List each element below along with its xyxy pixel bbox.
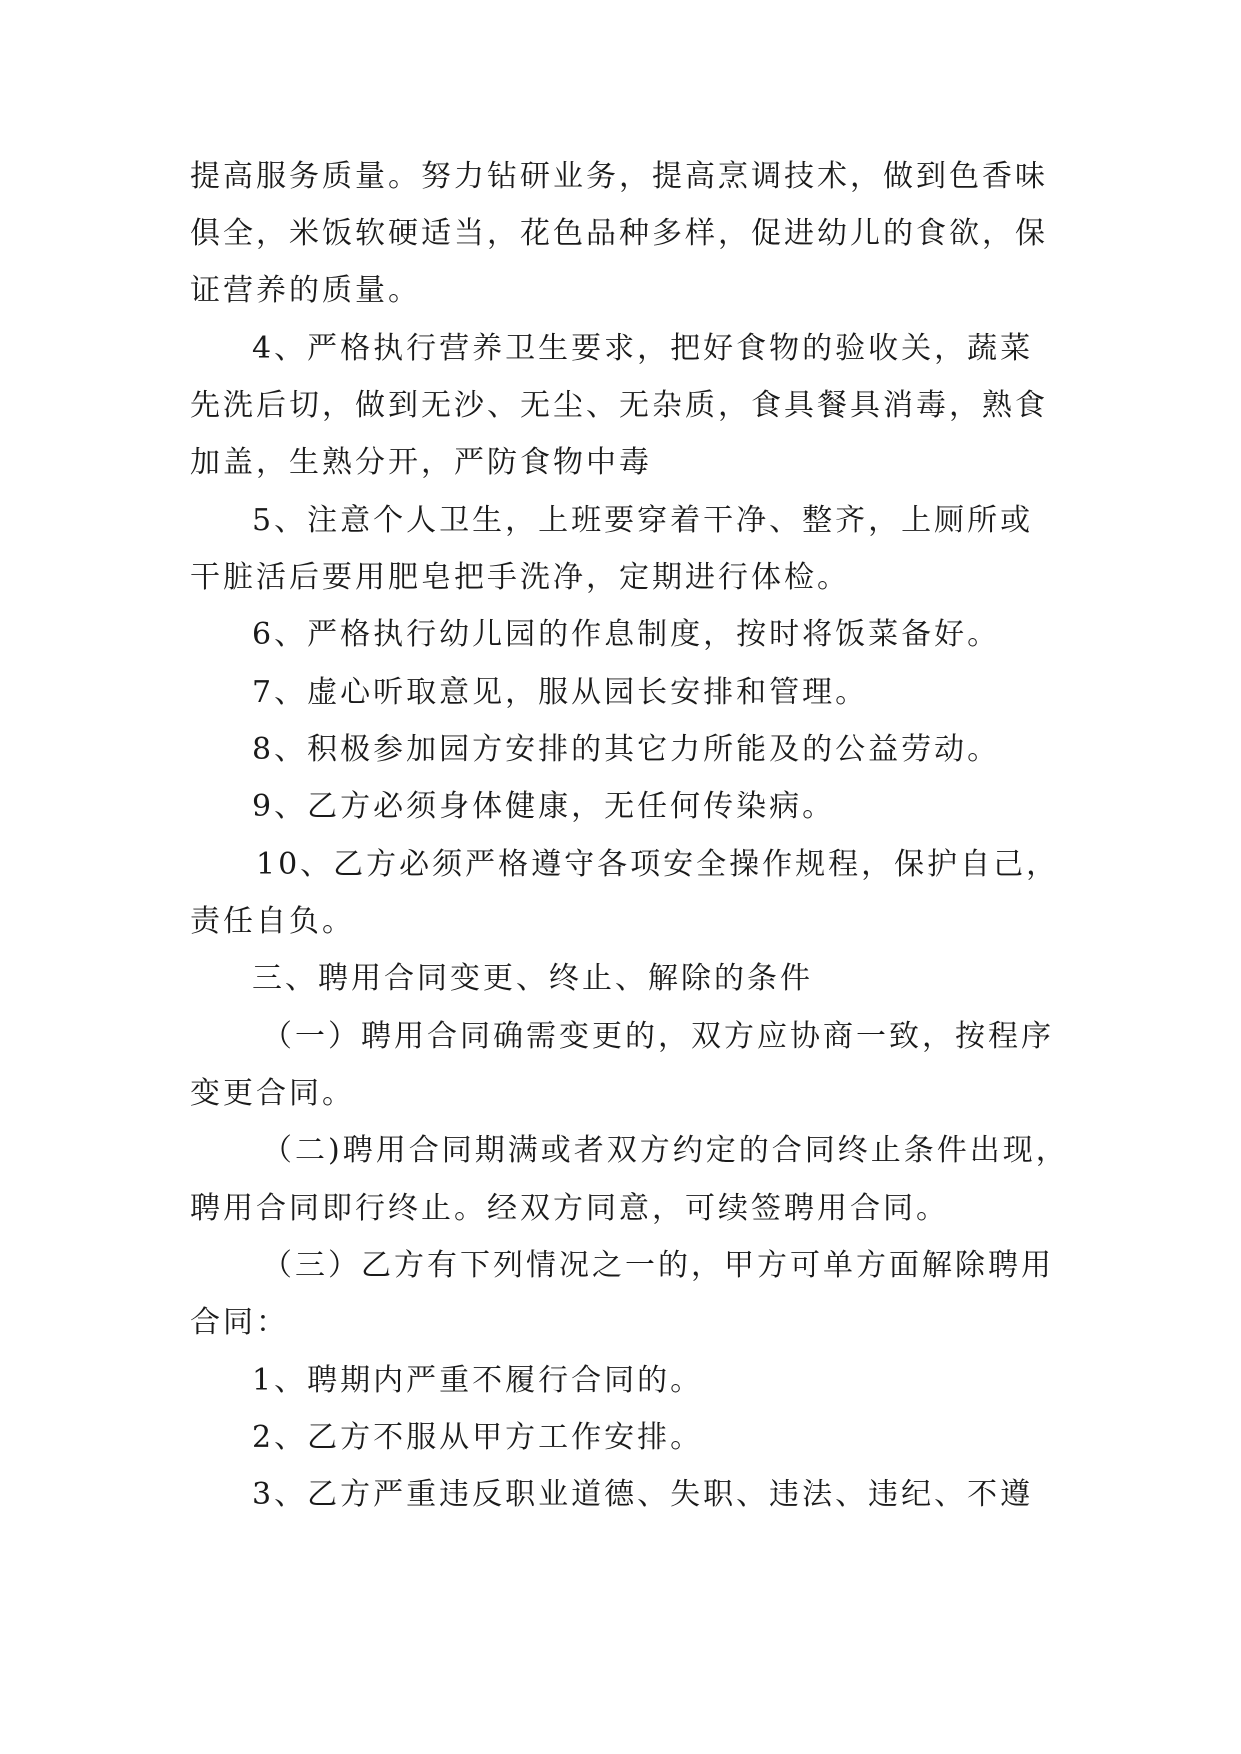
text-line-23: 2、乙方不服从甲方工作安排。 [252, 1420, 704, 1455]
text-line-6: 加盖，生熟分开，严防食物中毒 [190, 445, 652, 480]
text-line-17: 变更合同。 [190, 1076, 355, 1111]
text-line-24: 3、乙方严重违反职业道德、失职、违法、违纪、不遵 [252, 1477, 1034, 1512]
text-line-1: 提高服务质量。努力钻研业务，提高烹调技术，做到色香味 [190, 159, 1048, 194]
text-line-5: 先洗后切，做到无沙、无尘、无杂质，食具餐具消毒，熟食 [190, 388, 1048, 423]
text-line-14: 责任自负。 [190, 904, 355, 939]
section-heading: 三、聘用合同变更、终止、解除的条件 [252, 961, 813, 996]
text-line-8: 干脏活后要用肥皂把手洗净，定期进行体检。 [190, 560, 850, 595]
text-line-10: 7、虚心听取意见，服从园长安排和管理。 [252, 675, 869, 710]
text-line-19: 聘用合同即行终止。经双方同意，可续签聘用合同。 [190, 1191, 949, 1226]
text-line-3: 证营养的质量。 [190, 273, 421, 308]
text-line-2: 俱全，米饭软硬适当，花色品种多样，促进幼儿的食欲，保 [190, 216, 1048, 251]
text-line-20: （三）乙方有下列情况之一的，甲方可单方面解除聘用 [262, 1248, 1054, 1283]
text-line-21: 合同： [190, 1305, 289, 1340]
text-line-22: 1、聘期内严重不履行合同的。 [252, 1363, 704, 1398]
text-line-4: 4、严格执行营养卫生要求，把好食物的验收关，蔬菜 [252, 331, 1034, 366]
text-line-13: 10、乙方必须严格遵守各项安全操作规程，保护自己， [256, 847, 1060, 882]
text-line-9: 6、严格执行幼儿园的作息制度，按时将饭菜备好。 [252, 617, 1001, 652]
text-line-16: （一）聘用合同确需变更的，双方应协商一致，按程序 [262, 1019, 1054, 1054]
text-line-18: （二)聘用合同期满或者双方约定的合同终止条件出现， [262, 1133, 1069, 1168]
text-line-11: 8、积极参加园方安排的其它力所能及的公益劳动。 [252, 732, 1001, 767]
text-line-12: 9、乙方必须身体健康，无任何传染病。 [252, 789, 836, 824]
text-line-7: 5、注意个人卫生，上班要穿着干净、整齐，上厕所或 [252, 503, 1034, 538]
